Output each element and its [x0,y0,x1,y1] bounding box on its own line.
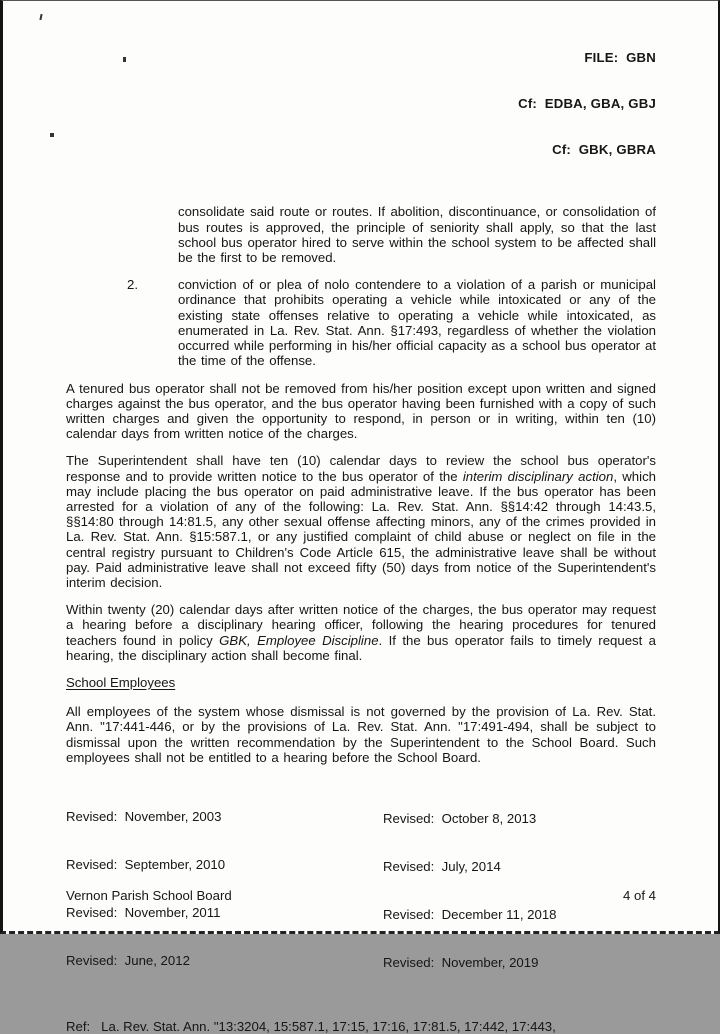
school-employees-paragraph: All employees of the system whose dismissal is not governed by the provision of La. Rev. Stat. Ann. "17:441-446, or by the provisions of La. Rev. Stat. Ann. "17:491-494, shall be subject to dismissal upon the written recommendation by the Superintendent to the School Board. Such employees shall not be entitled to a hearing before the School Board. [66,704,656,765]
cf-line-1: Cf: EDBA, GBA, GBJ [518,96,656,112]
superintendent-paragraph [66,453,656,590]
scan-artifact [39,14,42,20]
paragraph-text: , which may include placing the bus operator on paid administrative leave. If the bus operator has been arrested for a violation of any of the following: La. Rev. Stat. Ann. §§14:42 through 14:43.5, §§14:80 through 14:81.5, any other sexual offense affecting minors, any of the crimes provided in La. Rev. Stat. Ann. §15:587.1, or any justified complaint of child abuse or neglect on file in the central registry pursuant to Children's Code Article 615, the administrative leave shall be without pay. Paid administrative leave shall not exceed fifty (50) days from notice of the Superintendent's interim decision. [66,468,656,590]
tenured-operator-paragraph: A tenured bus operator shall not be removed from his/her position except upon written and signed charges against the bus operator, and the bus operator having been furnished with a copy of such written charges and given the opportunity to respond, in person or in writing, within ten (10) calendar days from written notice of the charges. [66,380,656,442]
list-number: 2. [127,277,138,293]
revision-entry: Revised: November, 2019 [383,954,539,970]
paragraph-text: The Superintendent shall have ten (10) calendar days to review the school bus operator's response and to provide written notice to the bus operator of the [66,453,656,484]
section-heading-school-employees: School Employees [66,674,176,690]
hearing-paragraph [66,602,656,663]
scan-artifact [50,133,54,137]
revision-entry: Revised: July, 2014 [383,858,501,874]
continuation-paragraph: consolidate said route or routes. If abolition, discontinuance, or consolidation of bus routes is approved, the principle of seniority shall apply, so that the last school bus operator hired to serve within the school system to be affected shall be the first to be removed. [178,204,656,266]
document-content [66,19,656,1034]
italic-policy-reference: GBK, Employee Discipline [219,632,379,648]
cf-line-2: Cf: GBK, GBRA [552,142,656,158]
paragraph-text: . If the bus operator fails to timely request a hearing, the disciplinary action shall become final. [66,632,657,663]
paragraph-text: Within twenty (20) calendar days after written notice of the charges, the bus operator may request a hearing before a disciplinary hearing officer, following the hearing procedures for tenured teachers found in policy [66,602,656,648]
revision-entry: Revised: June, 2012 [66,952,190,968]
revision-entry: Revised: December 11, 2018 [383,906,557,922]
revision-entry: Revised: November, 2003 [66,808,222,824]
revision-entry: Revised: November, 2011 [66,904,221,920]
italic-phrase: interim disciplinary action [462,468,614,484]
file-header [66,19,656,188]
numbered-list-item-2 [127,277,656,368]
revision-entry: Revised: October 8, 2013 [383,810,537,826]
page-footer [66,888,656,903]
revision-entry: Revised: September, 2010 [66,856,226,872]
list-item-text: conviction of or plea of nolo contendere to a violation of a parish or municipal ordinance that prohibits operating a vehicle while intoxicated or any of the existing state offenses relative to operating a vehicle while intoxicated, as enumerated in La. Rev. Stat. Ann. §17:493, regardless of whether the violation occurred while performing in his/her official capacity as a school bus operator at the time of the offense. [178,277,656,369]
legal-reference-line: Ref: La. Rev. Stat. Ann. "13:3204, 15:587.1, 17:15, 17:16, 17:81.5, 17:442, 17:443, [66,1018,556,1034]
page-number: 4 of 4 [623,888,656,903]
file-code-line: FILE: GBN [584,49,656,65]
organization-name: Vernon Parish School Board [66,888,232,903]
